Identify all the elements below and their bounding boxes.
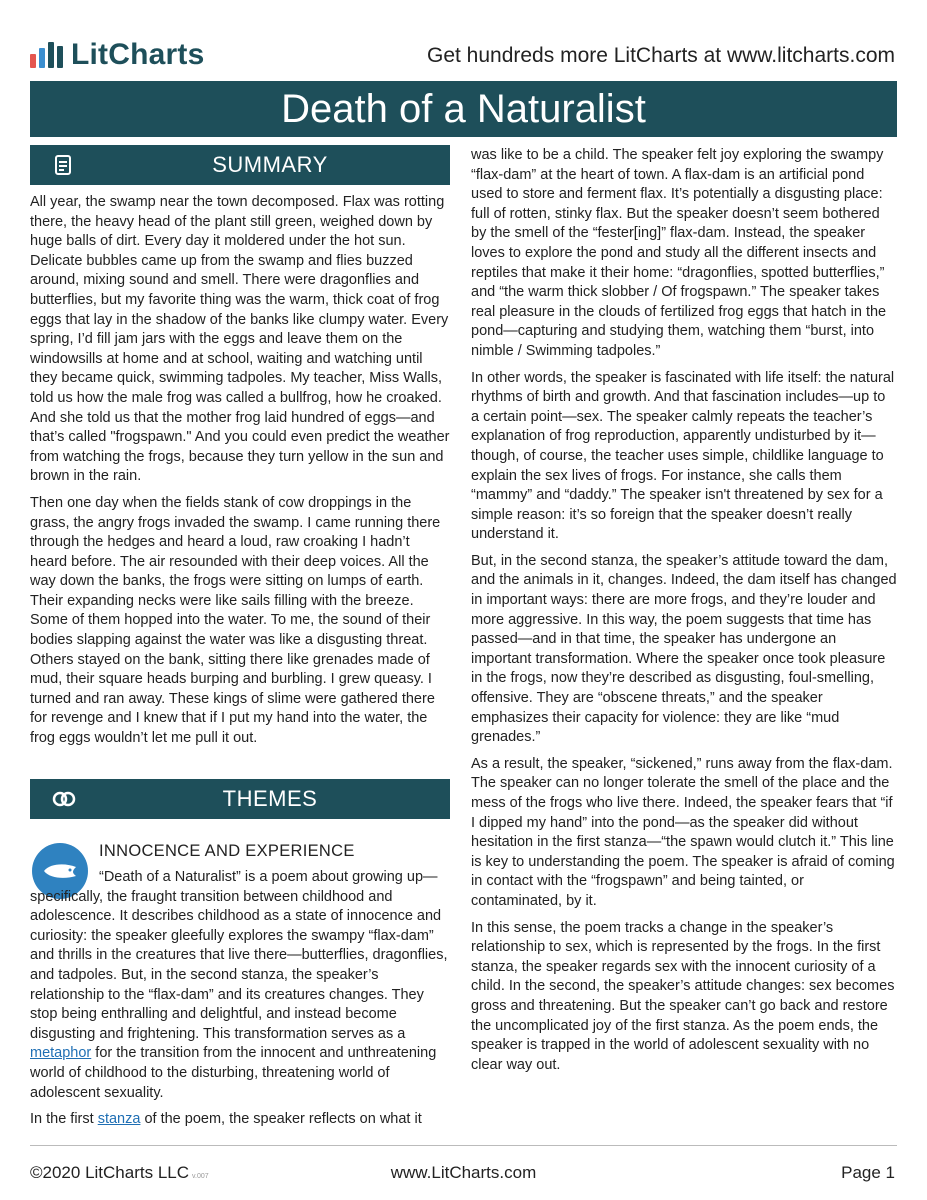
- themes-section-header: [30, 779, 450, 819]
- stanza-link[interactable]: stanza: [97, 1111, 141, 1128]
- footer-site-link[interactable]: www.LitCharts.com: [390, 1163, 537, 1182]
- summary-section-header: [30, 145, 450, 185]
- summary-paragraph: Then one day when the fields stank of cow droppings in the grass, the angry frogs invaded the swamp. I came running there through the hedges and heard a loud, raw croaking I hadn’t heard before. The air resounded with their deep voices. All the way down the banks, the frogs were sitting on lumps of earth. Their expanding necks were like sails filling with the breeze. Some of them hopped into the water. To me, the sound of their bodies slapping against the water was like a disgusting threat. Others stayed on the bank, sitting there like grenades made of mud, their square heads burping and burbling. I grew queasy. I turned and ran away. These kings of slime were gathered there for revenge and I knew that if I put my hand into the water, the frog eggs wouldn’t let me pull it out.: [30, 494, 441, 747]
- metaphor-link[interactable]: metaphor: [30, 1045, 92, 1062]
- theme-title: INNOCENCE AND EXPERIENCE: [99, 842, 355, 860]
- theme-text: “Death of a Naturalist” is a poem about growing up—specifically, the fraught transition between childhood and adolescence. It describes childhood as a state of innocence and curiosity: the speaker gleefully explores the swampy “flax-dam” and thrills in the creatures that live there—butterflies, dragonflies, and tadpoles. But, in the second stanza, the speaker’s relationship to the “flax-dam” and its creatures changes. They stop being enthralling and delightful, and instead become disgusting and frightening. This transformation serves as a: [30, 869, 448, 1042]
- theme-text: of the poem, the speaker reflects on what it: [140, 1111, 422, 1128]
- summary-paragraph: All year, the swamp near the town decomposed. Flax was rotting there, the heavy head of the plant still green, weighed down by huge balls of dirt. Every day it moldered under the hot sun. Delicate bubbles came up from the swamp and flies buzzed around, mixing sound and smell. There were dragonflies and butterflies, but my favorite thing was the warm, thick coat of frog eggs that lay in the shadow of the banks like clumpy water. Every spring, I’d fill jam jars with the eggs and leave them on the windowsills at home and at school, waiting and watching until they became quick, swimming tadpoles. My teacher, Miss Walls, told us how the male frog was called a bullfrog, how he croaked. And she told us that the mother frog laid hundred of eggs—and that’s called "frogspawn." And you could even predict the weather from watching the frogs, because they turn yellow in the sun and brown in the rain.: [30, 194, 450, 485]
- page-number: Page 1: [841, 1163, 895, 1182]
- right-column-body: [471, 146, 897, 1082]
- theme-paragraph: [30, 868, 450, 1137]
- logo-text: LitCharts: [71, 38, 205, 71]
- theme-paragraph: As a result, the speaker, “sickened,” runs away from the flax-dam. The speaker can no longer tolerate the smell of the place and the mess of the frogs who live there. Indeed, the speaker fears that “if I dipped my hand” into the pond—as the speaker did without hesitation in the first stanza—“the spawn would clutch it.” This line is key to understanding the poem. The speaker is afraid of coming in contact with the “frogspawn” and being tainted, or contaminated, by it.: [471, 755, 895, 909]
- theme-paragraph: In other words, the speaker is fascinated with life itself: the natural rhythms of birth and growth. And that fascination includes—up to a certain point—sex. The speaker calmly repeats the teacher’s explanation of frog reproduction, apparently undisturbed by it—though, of course, the teacher uses simple, childlike language to explain the sex lives of frogs. For instance, she calls them “mammy” and “daddy.” The speaker isn't threatened by sex for a simple reason: it’s so foreign that the speaker doesn’t really understand it.: [471, 369, 895, 543]
- theme-text: In the first: [30, 1111, 98, 1128]
- summary-body: [30, 193, 450, 756]
- theme-paragraph: But, in the second stanza, the speaker’s attitude toward the dam, and the animals in it, changes. Indeed, the dam itself has changed in important ways: there are more frogs, and they’re louder and more aggressive. In this way, the poem suggests that time has passed—and in that time, the speaker has undergone an important transformation. Where the speaker once took pleasure in the frogs, now they’re described as disgusting, foul-smelling, offensive. They are “obscene threats,” and the speaker emphasizes their capacity for violence: they are like “mud grenades.”: [471, 552, 897, 746]
- litcharts-logo[interactable]: [30, 38, 204, 72]
- version-label: v.007: [192, 1173, 209, 1180]
- themes-heading: THEMES: [222, 786, 318, 811]
- header-cta-link[interactable]: Get hundreds more LitCharts at www.litcharts.com: [426, 44, 895, 67]
- theme-paragraph: In this sense, the poem tracks a change in the speaker’s relationship to sex, which is represented by the frogs. In the first stanza, the speaker regards sex with the innocent curiosity of a child. In the second, the speaker’s attitude changes: sex becomes gross and threatening. But the speaker can’t go back and restore the uncomplicated joy of the first stanza. As the poem ends, the speaker is trapped in the world of adolescent sexuality with no clear way out.: [471, 919, 895, 1073]
- logo-bars-icon: [30, 42, 63, 68]
- theme-paragraph: was like to be a child. The speaker felt joy exploring the swampy “flax-dam” at the heart of town. A flax-dam is an artificial pond used to store and ferment flax. It’s potentially a disgusting place: full of rotten, stinky flax. But the speaker doesn’t seem bothered by the smell of the “fester[ing]” flax-dam. Instead, the speaker loves to explore the pond and study all the different insects and reptiles that make it their home: “dragonflies, spotted butterflies,” and “the warm thick slobber / Of frogspawn.” The speaker takes real pleasure in the clouds of fertilized frog eggs that hatch in the pond—capturing and studying them, watching them “burst, into nimble / Swimming tadpoles.”: [471, 147, 887, 359]
- theme-text: for the transition from the innocent and unthreatening world of childhood to the disturbing, threatening world of adolescent sexuality.: [30, 1045, 437, 1101]
- summary-heading: SUMMARY: [212, 152, 328, 177]
- footer-divider: [30, 1145, 897, 1146]
- page-title: Death of a Naturalist: [30, 81, 897, 137]
- copyright-text: ©2020 LitCharts LLC: [30, 1163, 190, 1182]
